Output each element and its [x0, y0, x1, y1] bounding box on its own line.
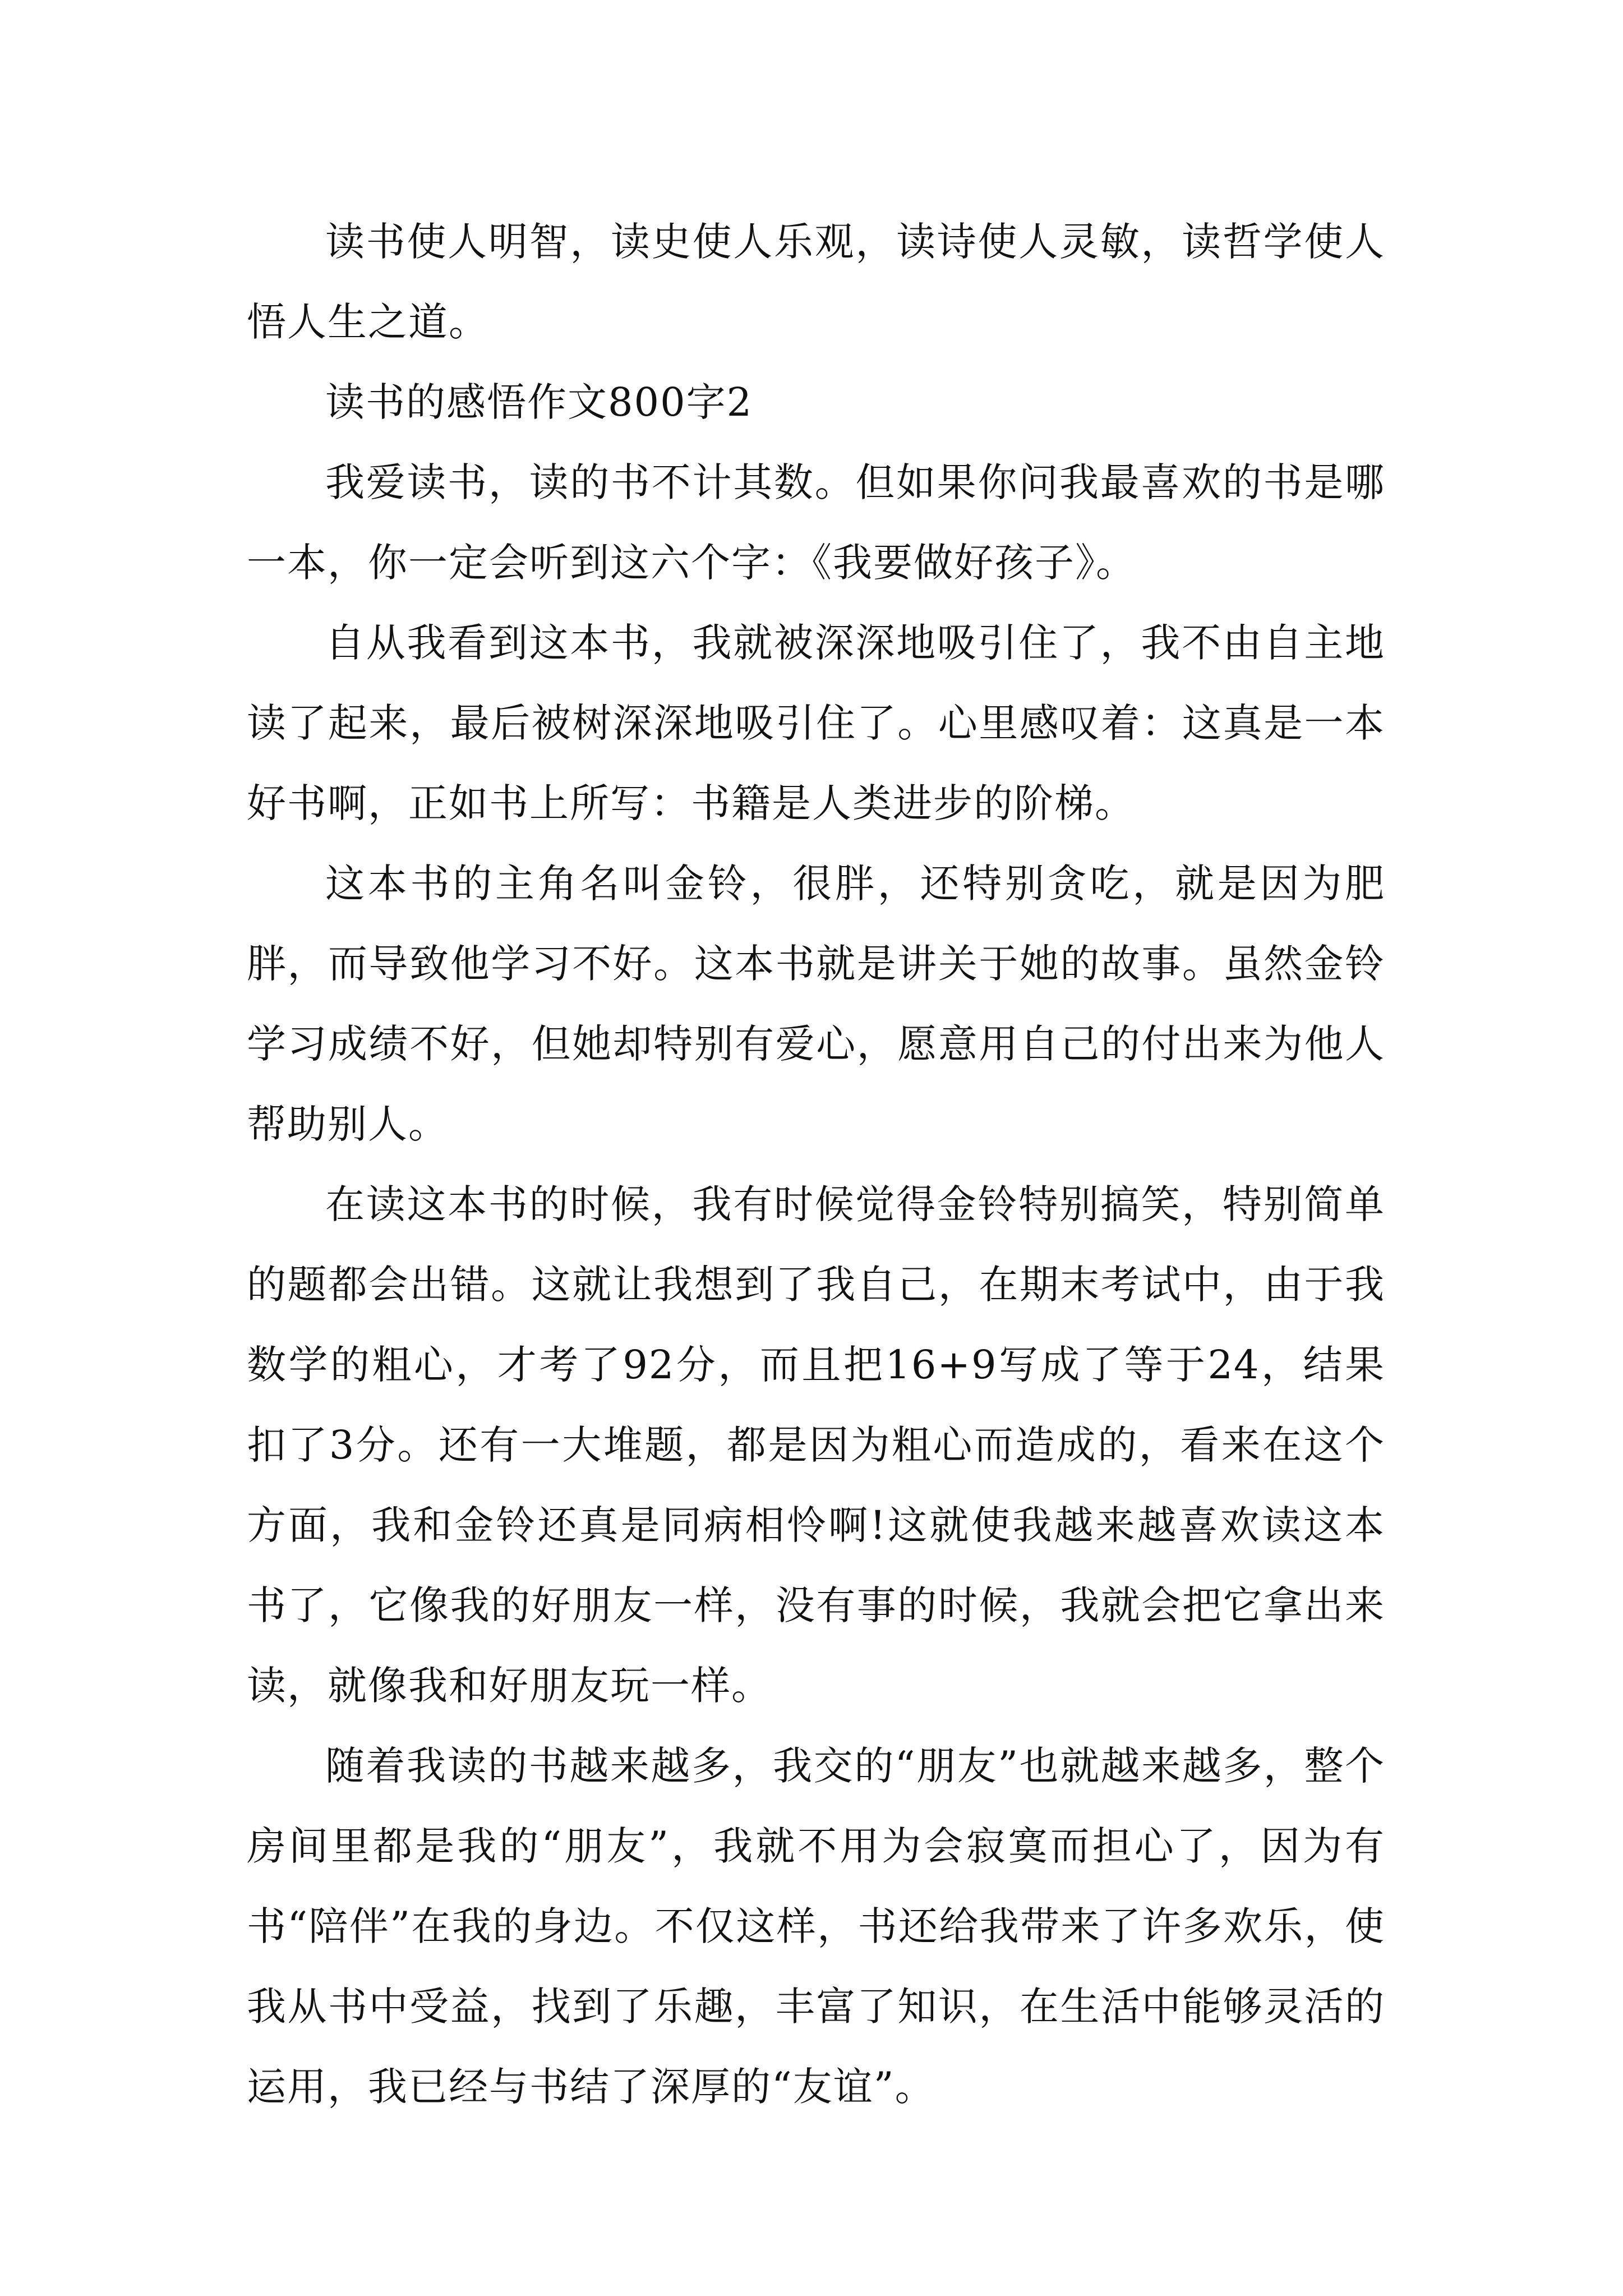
- paragraph-book-friends: 随着我读的书越来越多，我交的“朋友”也就越来越多，整个房间里都是我的“朋友”，我就不用为会寂寞而担心了，因为有书“陪伴”在我的身边。不仅这样，书还给我带来了许多欢乐，使我从书中受益，找到了乐趣，丰富了知识，在生活中能够灵活的运用，我已经与书结了深厚的“友谊”。: [247, 1743, 1385, 2110]
- paragraph-favorite-book: 我爱读书，读的书不计其数。但如果你问我最喜欢的书是哪一本，你一定会听到这六个字：《我要做好孩子》。: [247, 459, 1385, 586]
- essay-title: 读书的感悟作文800字2: [325, 379, 753, 425]
- document-body: [247, 202, 1385, 2127]
- paragraph-attracted: 自从我看到这本书，我就被深深地吸引住了，我不由自主地读了起来，最后被树深深地吸引住了。心里感叹着：这真是一本好书啊，正如书上所写：书籍是人类进步的阶梯。: [247, 620, 1385, 826]
- paragraph-protagonist: 这本书的主角名叫金铃，很胖，还特别贪吃，就是因为肥胖，而导致他学习不好。这本书就是讲关于她的故事。虽然金铃学习成绩不好，但她却特别有爱心，愿意用自己的付出来为他人帮助别人。: [247, 861, 1385, 1147]
- paragraph-while-reading: 在读这本书的时候，我有时候觉得金铃特别搞笑，特别简单的题都会出错。这就让我想到了我自己，在期末考试中，由于我数学的粗心，才考了92分，而且把16+9写成了等于24，结果扣了3分。还有一大堆题，都是因为粗心而造成的，看来在这个方面，我和金铃还真是同病相怜啊!这就使我越来越喜欢读这本书了，它像我的好朋友一样，没有事的时候，我就会把它拿出来读，就像我和好朋友玩一样。: [247, 1181, 1385, 1709]
- paragraph-reading-benefits: 读书使人明智，读史使人乐观，读诗使人灵敏，读哲学使人悟人生之道。: [247, 219, 1385, 345]
